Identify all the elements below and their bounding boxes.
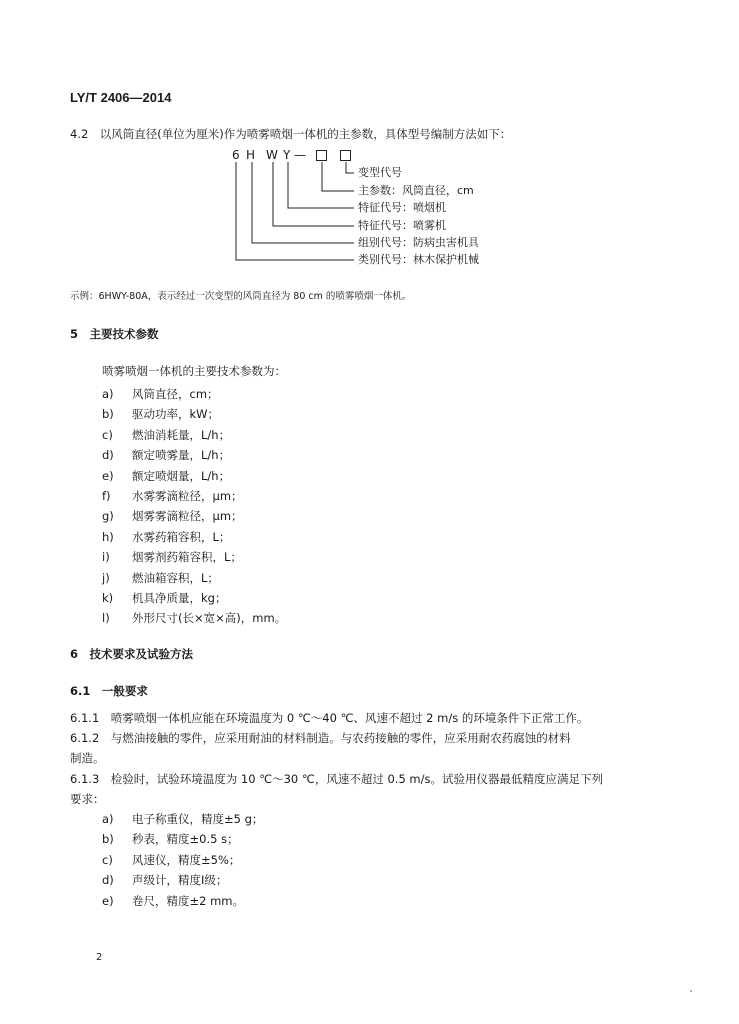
instrument-item-text: 声级计，精度Ⅰ级；: [132, 873, 228, 888]
parameter-item-text: 烟雾剂药箱容积，L；: [132, 550, 242, 565]
instrument-item-text: 电子称重仪，精度±5 g；: [132, 812, 264, 826]
code-char-dash: —: [294, 148, 306, 162]
instrument-item: [102, 831, 239, 847]
clause-6-1-1: 6.1.1 喷雾喷烟一体机应能在环境温度为 0 ℃～40 ℃、风速不超过 2 m/s 的环境条件下正常工作。: [70, 711, 589, 725]
instrument-item-marker: a): [102, 812, 114, 826]
parameter-item-text: 额定喷烟量，L/h；: [132, 468, 231, 483]
parameter-item: [102, 427, 230, 443]
parameter-item-marker: c): [102, 427, 113, 442]
instrument-item: [102, 852, 240, 868]
example-note: 示例：6HWY-80A，表示经过一次变型的风筒直径为 80 cm 的喷雾喷烟一体机。: [70, 291, 412, 302]
parameter-item-text: 驱动功率，kW；: [132, 407, 220, 422]
diagram-label-group: 组别代号：防病虫害机具: [358, 236, 479, 249]
model-code-diagram: [230, 148, 550, 268]
parameter-item-marker: h): [102, 529, 114, 544]
parameter-item-marker: d): [102, 448, 114, 463]
parameter-item-text: 燃油箱容积，L；: [132, 570, 219, 585]
clause-6-1-3-line2: 要求：: [70, 792, 105, 806]
diagram-label-main-param: 主参数：风筒直径，cm: [358, 184, 474, 197]
parameter-item: [102, 447, 230, 463]
parameter-item: [102, 508, 243, 524]
code-char-h: H: [246, 148, 256, 162]
parameter-item: [102, 529, 230, 545]
parameter-item-text: 机具净质量，kg；: [132, 591, 227, 605]
section-5-intro: 喷雾喷烟一体机的主要技术参数为：: [102, 364, 286, 378]
clause-6-1-2-line2: 制造。: [70, 751, 105, 765]
parameter-item: [102, 386, 219, 402]
instrument-item-text: 风速仪，精度±5%；: [132, 852, 241, 867]
code-char-6: 6: [232, 148, 240, 162]
parameter-item-marker: f): [102, 489, 111, 503]
parameter-item-marker: b): [102, 407, 114, 422]
instrument-item-marker: b): [102, 832, 114, 847]
parameter-item-marker: e): [102, 468, 114, 483]
diagram-label-feature-smoke: 特征代号：喷烟机: [358, 201, 446, 214]
parameter-item-text: 额定喷雾量，L/h；: [132, 448, 231, 463]
diagram-label-category: 类别代号：林木保护机械: [358, 253, 479, 266]
code-char-w: W: [266, 148, 278, 162]
instrument-item-marker: d): [102, 873, 114, 888]
parameter-item: [102, 406, 219, 422]
parameter-item: [102, 468, 230, 484]
parameter-item-marker: l): [102, 611, 110, 626]
instrument-item-marker: e): [102, 893, 114, 908]
standard-code-header: LY/T 2406—2014: [70, 90, 172, 105]
parameter-item: [102, 488, 243, 504]
section-5-title: 5 主要技术参数: [70, 327, 159, 341]
code-char-y: Y: [283, 148, 291, 162]
parameter-item-text: 烟雾雾滴粒径，μm；: [132, 509, 243, 524]
placeholder-box-main-param: [316, 150, 327, 161]
section-6-title: 6 技术要求及试验方法: [70, 647, 194, 661]
parameter-item-text: 风筒直径，cm；: [132, 387, 219, 401]
parameter-item: [102, 570, 219, 586]
parameter-item-marker: g): [102, 509, 114, 524]
section-6-1-title: 6.1 一般要求: [70, 684, 148, 698]
diagram-label-variant: 变型代号: [358, 166, 402, 179]
parameter-item-text: 燃油消耗量，L/h；: [132, 427, 231, 442]
instrument-item: [102, 893, 244, 909]
parameter-item-marker: k): [102, 591, 114, 605]
instrument-item: [102, 811, 263, 827]
diagram-label-feature-spray: 特征代号：喷雾机: [358, 219, 446, 232]
instrument-item-text: 卷尺，精度±2 mm。: [132, 893, 245, 908]
parameter-item-marker: a): [102, 387, 114, 401]
parameter-item-marker: j): [102, 570, 110, 585]
parameter-item-marker: i): [102, 550, 110, 565]
instrument-item-marker: c): [102, 852, 113, 867]
parameter-item: [102, 610, 286, 626]
parameter-item: [102, 590, 226, 606]
placeholder-box-variant: [340, 150, 351, 161]
parameter-item: [102, 549, 242, 565]
instrument-item-text: 秒表，精度±0.5 s；: [132, 832, 239, 847]
scan-speck: [690, 990, 692, 992]
parameter-item-text: 外形尺寸(长×宽×高)，mm。: [132, 611, 287, 626]
parameter-item-text: 水雾雾滴粒径，μm；: [132, 489, 243, 503]
parameter-item-text: 水雾药箱容积，L；: [132, 529, 231, 544]
clause-6-1-2-line1: 6.1.2 与燃油接触的零件，应采用耐油的材料制造。与农药接触的零件，应采用耐农药腐蚀的材料: [70, 731, 571, 745]
clause-6-1-3-line1: 6.1.3 检验时，试验环境温度为 10 ℃～30 ℃，风速不超过 0.5 m/s。试验用仪器最低精度应满足下列: [70, 772, 603, 786]
page-number: 2: [96, 952, 103, 963]
instrument-item: [102, 872, 227, 888]
section-4-2-text: 4.2 以风筒直径(单位为厘米)作为喷雾喷烟一体机的主参数，具体型号编制方法如下：: [70, 127, 512, 141]
